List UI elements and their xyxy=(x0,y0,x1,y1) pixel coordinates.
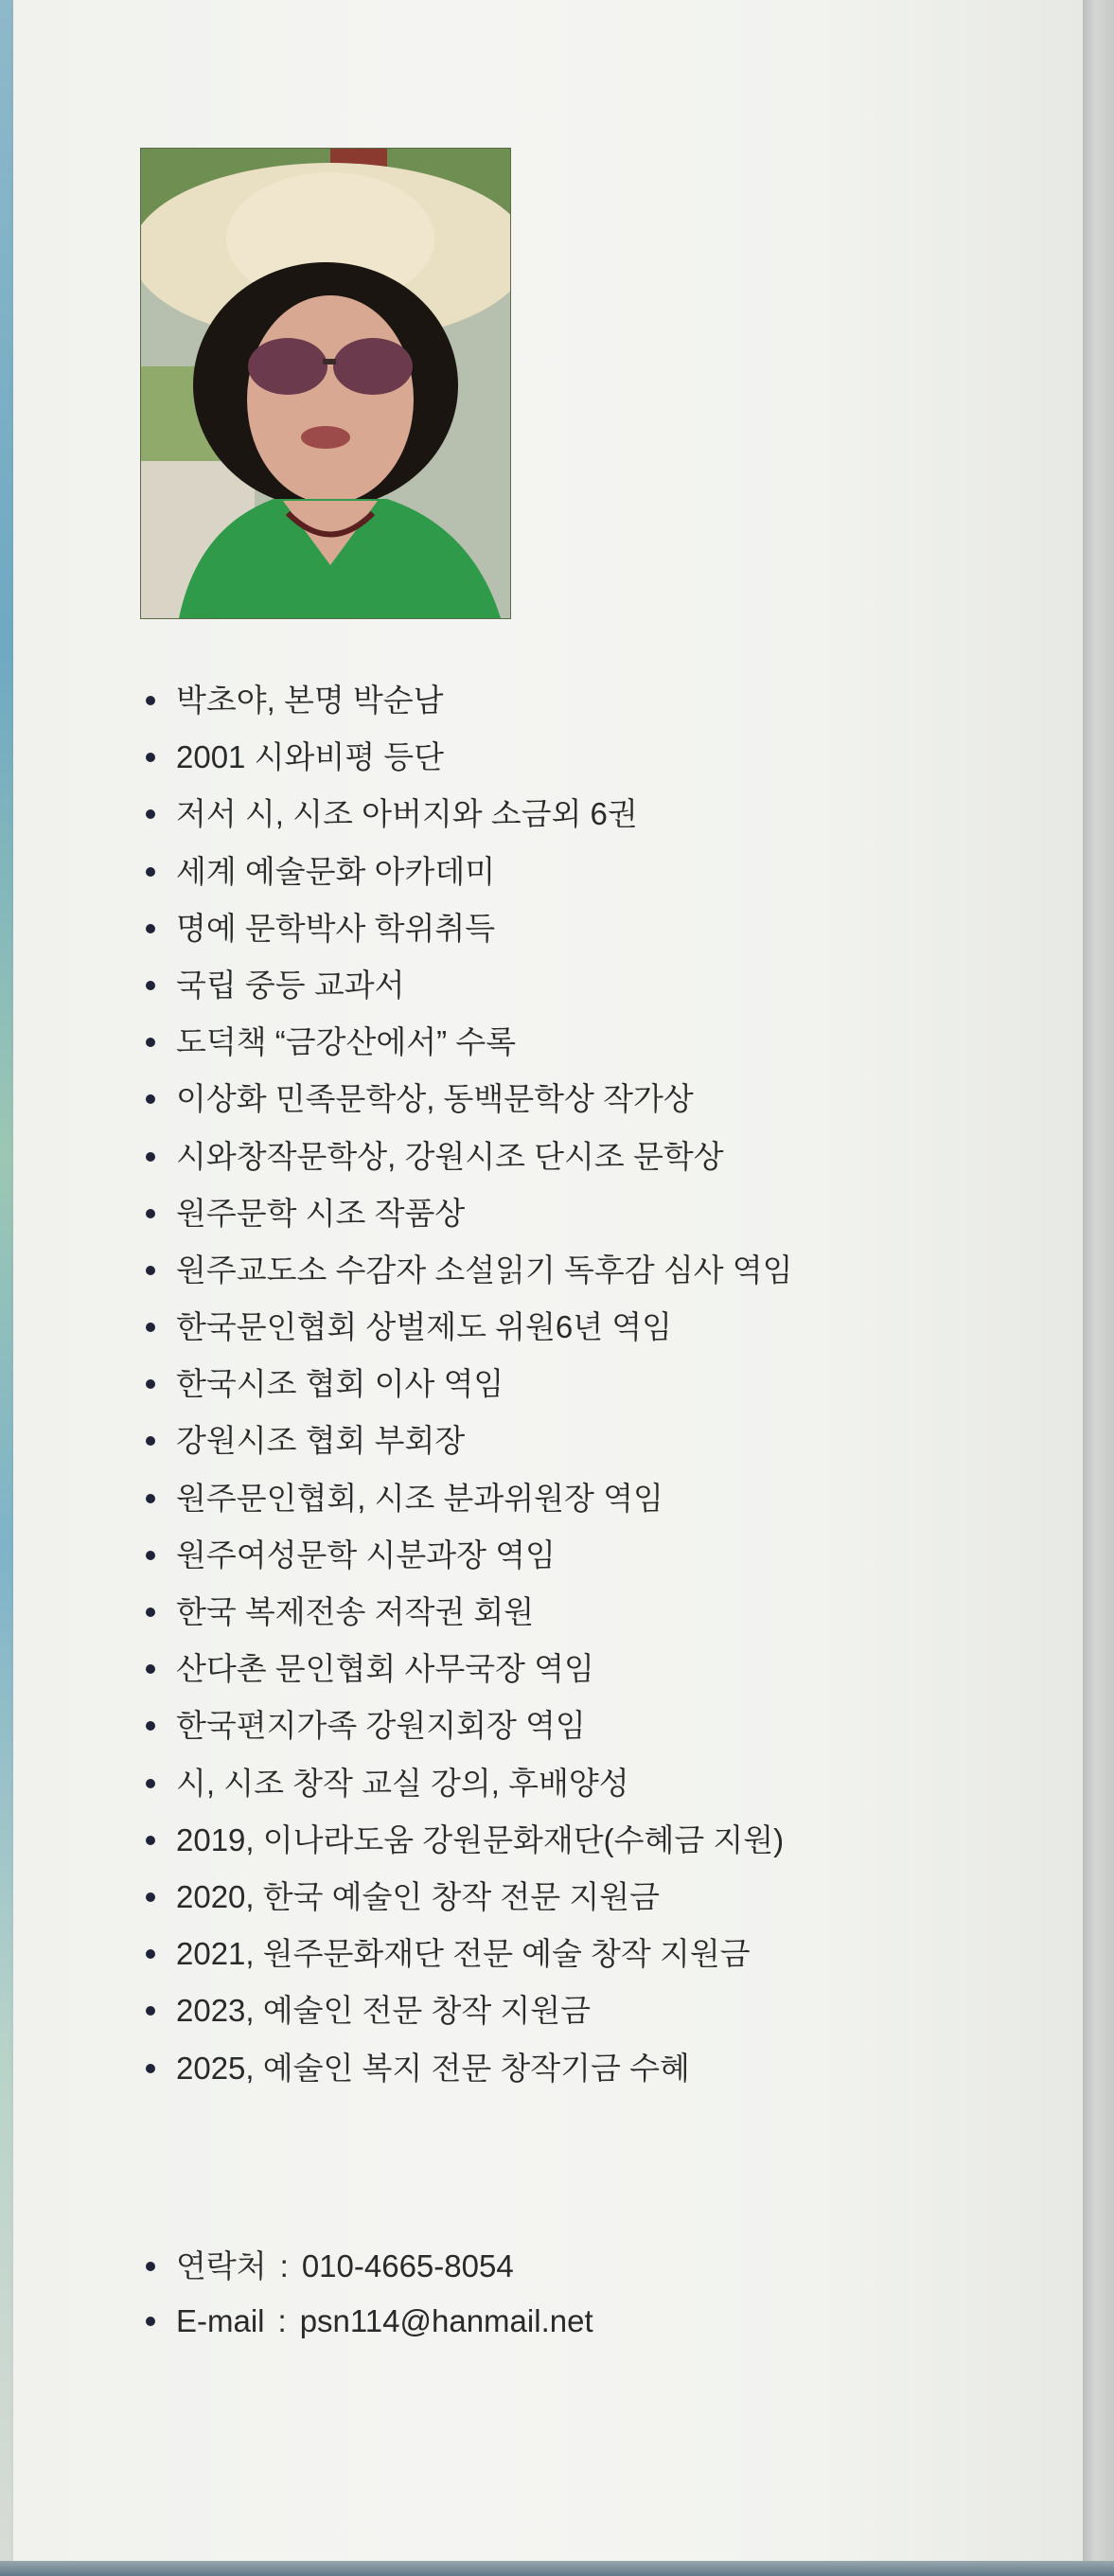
email-label: E-mail xyxy=(176,2303,265,2338)
bullet-dot xyxy=(146,924,155,933)
page-edge xyxy=(1083,0,1114,2576)
bullet-dot xyxy=(146,809,155,819)
bio-item-text: 2021, 원주문화재단 전문 예술 창작 지원금 xyxy=(176,1936,751,1972)
bio-item-text: 국립 중등 교과서 xyxy=(176,967,405,1003)
bio-item xyxy=(142,900,1041,957)
bullet-dot xyxy=(146,1266,155,1275)
bio-item-text: 2023, 예술인 전문 창작 지원금 xyxy=(176,1993,592,2029)
contact-phone xyxy=(142,2239,593,2294)
bio-item xyxy=(142,1697,1041,1754)
author-portrait-illustration xyxy=(141,149,510,618)
bio-item xyxy=(142,1982,1041,2039)
bio-item-text: 박초야, 본명 박순남 xyxy=(176,683,444,718)
bullet-dot xyxy=(146,696,155,705)
bio-item xyxy=(142,672,1041,729)
bio-item-text: 원주교도소 수감자 소설읽기 독후감 심사 역임 xyxy=(176,1252,793,1288)
phone-separator: : xyxy=(279,2248,289,2283)
bullet-dot xyxy=(146,1608,155,1617)
bullet-dot xyxy=(146,1836,155,1845)
bio-item-text: 한국편지가족 강원지회장 역임 xyxy=(176,1708,586,1744)
contact-list xyxy=(142,2239,593,2349)
bullet-dot xyxy=(146,1038,155,1047)
bullet-dot xyxy=(146,1209,155,1218)
bio-item-text: 명예 문학박사 학위취득 xyxy=(176,910,496,946)
bio-item-text: 저서 시, 시조 아버지와 소금외 6권 xyxy=(176,796,638,832)
bullet-dot xyxy=(146,1949,155,1959)
bullet-dot xyxy=(146,2006,155,2016)
bullet-dot xyxy=(146,1436,155,1446)
bio-item xyxy=(142,957,1041,1014)
bullet-dot xyxy=(146,1551,155,1560)
bio-item-text: 도덕책 “금강산에서” 수록 xyxy=(176,1024,517,1060)
email-separator: : xyxy=(277,2303,287,2338)
bio-item xyxy=(142,1128,1041,1185)
bullet-dot xyxy=(146,1379,155,1389)
phone-value[interactable]: 010-4665-8054 xyxy=(301,2248,514,2283)
bullet-dot xyxy=(146,1152,155,1162)
bullet-dot xyxy=(146,2064,155,2073)
bio-item-text: 시, 시조 창작 교실 강의, 후배양성 xyxy=(176,1765,629,1801)
bottom-edge xyxy=(0,2561,1114,2576)
bio-item xyxy=(142,1412,1041,1469)
bio-item xyxy=(142,1071,1041,1128)
bio-item xyxy=(142,786,1041,843)
bio-item-text: 세계 예술문화 아카데미 xyxy=(176,853,496,889)
author-bio-list xyxy=(142,672,1041,2097)
author-photo xyxy=(140,148,511,619)
bullet-dot xyxy=(146,981,155,990)
bio-item-text: 산다촌 문인협회 사무국장 역임 xyxy=(176,1651,594,1687)
bio-item-text: 이상화 민족문학상, 동백문학상 작가상 xyxy=(176,1081,694,1117)
bio-item xyxy=(142,1926,1041,1982)
bio-item xyxy=(142,1299,1041,1356)
bio-item-text: 2020, 한국 예술인 창작 전문 지원금 xyxy=(176,1878,660,1914)
bio-item-text: 2019, 이나라도움 강원문화재단(수혜금 지원) xyxy=(176,1821,785,1857)
bullet-dot xyxy=(146,867,155,877)
bio-item-text: 2001 시와비평 등단 xyxy=(176,739,445,775)
bio-item-text: 원주문학 시조 작품상 xyxy=(176,1195,466,1231)
contact-email xyxy=(142,2294,593,2349)
email-value[interactable]: psn114@hanmail.net xyxy=(299,2303,593,2338)
phone-label: 연락처 xyxy=(176,2248,267,2283)
bio-item xyxy=(142,1527,1041,1584)
bio-item-text: 한국문인협회 상벌제도 위원6년 역임 xyxy=(176,1309,673,1345)
bullet-dot xyxy=(146,1323,155,1332)
bio-item-text: 한국 복제전송 저작권 회원 xyxy=(176,1594,535,1629)
bio-item xyxy=(142,1242,1041,1299)
bio-item xyxy=(142,1755,1041,1812)
bio-item xyxy=(142,729,1041,786)
bullet-dot xyxy=(146,2317,155,2326)
bio-item xyxy=(142,1584,1041,1641)
bio-item xyxy=(142,2040,1041,2097)
bullet-dot xyxy=(146,1094,155,1104)
bio-item-text: 강원시조 협회 부회장 xyxy=(176,1423,466,1459)
bio-item xyxy=(142,1470,1041,1527)
bio-item xyxy=(142,1356,1041,1412)
bio-item-text: 시와창작문학상, 강원시조 단시조 문학상 xyxy=(176,1138,724,1174)
bullet-dot xyxy=(146,1721,155,1731)
bullet-dot xyxy=(146,1664,155,1674)
bio-item xyxy=(142,1812,1041,1869)
bullet-dot xyxy=(146,753,155,762)
bio-item xyxy=(142,1185,1041,1242)
bio-item-text: 한국시조 협회 이사 역임 xyxy=(176,1366,504,1402)
bio-item-text: 2025, 예술인 복지 전문 창작기금 수혜 xyxy=(176,2050,690,2086)
bullet-dot xyxy=(146,2262,155,2271)
bio-item xyxy=(142,1869,1041,1926)
bio-item-text: 원주문인협회, 시조 분과위원장 역임 xyxy=(176,1480,663,1516)
bio-item-text: 원주여성문학 시분과장 역임 xyxy=(176,1537,556,1572)
bullet-dot xyxy=(146,1892,155,1902)
bullet-dot xyxy=(146,1494,155,1503)
bio-item xyxy=(142,1014,1041,1071)
bio-item xyxy=(142,844,1041,900)
bio-item xyxy=(142,1641,1041,1697)
bullet-dot xyxy=(146,1779,155,1788)
